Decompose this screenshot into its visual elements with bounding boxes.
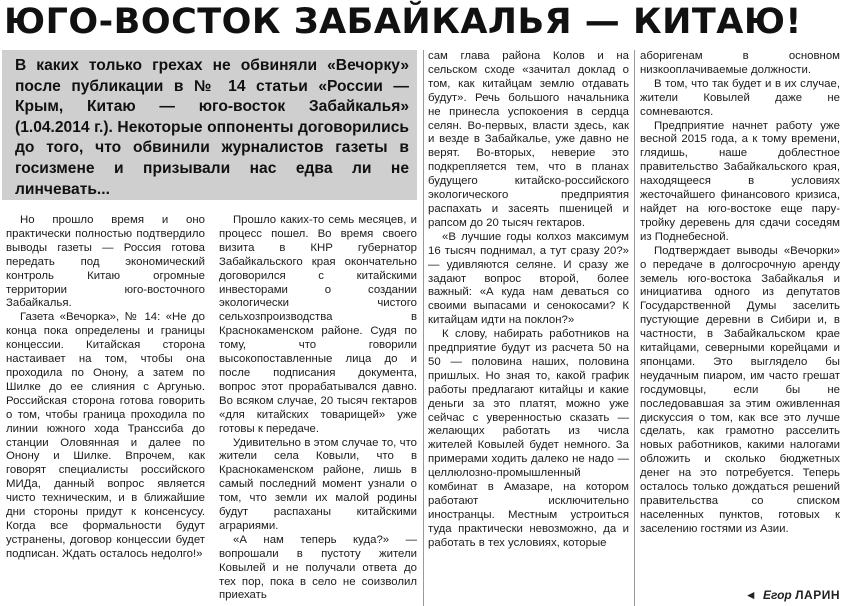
paragraph: Но прошло время и оно практически полностью подтвердило выводы газеты — Россия готова передать под экономический контроль Китаю огромные территории юго-восточного Забайкалья. (6, 214, 205, 310)
author-last-name: ЛАРИН (795, 588, 840, 602)
paragraph: «В лучшие годы колхоз максимум 16 тысяч поднимал, а тут сразу 20?» — удивляются селяне. И сразу же задают вопрос второй, более важный: «А куда нам деваться со своими выпасами и сенокосами? К китайцам идти на поклон?» (428, 230, 629, 327)
paragraph: «А нам теперь куда?» — вопрошали в пустоту жители Ковылей и не получали ответа до тех пор, пока в село не соизволил приехать (219, 533, 417, 602)
paragraph: аборигенам в основном низкооплачиваемые должности. (640, 50, 840, 76)
author-byline (700, 586, 840, 604)
paragraph: Подтверждает выводы «Вечорки» о передаче в долгосрочную аренду земель юго-востока Забайкалья и инициатива одного из депутатов Государственной Думы заселить пустующие деревни в Сибири и, в частности, в Забайкальском крае китайцами, северными корейцами и японцами. Это выглядело бы неудачным пиаром, им часто грешат госдумовцы, если бы не последовавшая за этим оживленная дискуссия о том, как все это лучше сделать, как грамотно расселить новых работников, какими налогами обложить и сколько бюджетных денег на это потребуется. Теперь осталось только дождаться решений правительства со списком населенных пунктов, готовых к заселению гостями из Азии. (640, 244, 840, 535)
article-headline: ЮГО-ВОСТОК ЗАБАЙКАЛЬЯ — КИТАЮ! (4, 2, 802, 42)
column-2 (219, 214, 417, 602)
article-lead: В каких только грехах не обвиняли «Вечорку» после публикации в № 14 статьи «России — Крым, Китаю — юго-восток Забайкалья» (1.04.2014 г.). Некоторые оппоненты договорились до того, что обвинили журналистов газеты в госизмене и призывали нас едва ли не линчевать... (2, 50, 417, 200)
triangle-marker-icon: ◄ (744, 588, 757, 602)
paragraph: К слову, набирать работников на предприятие будут из расчета 50 на 50 — половина наших, половина пришлых. Но зная то, какой график работы предлагают китайцы и какие деньги за это платят, можно уже сейчас с уверенностью сказать — желающих работать из числа жителей Ковылей будет немного. За примерами ходить далеко не надо — целлюлозно-промышленный комбинат в Амазаре, на котором работают исключительно иностранцы. Местным устроиться туда практически невозможно, да и работать в тех условиях, которые (428, 328, 629, 549)
paragraph: Удивительно в этом случае то, что жители села Ковыли, что в Краснокаменском районе, лишь в самый последний момент узнали о том, что земли их малой родины будут распаханы китайскими аграриями. (219, 436, 417, 532)
paragraph: Прошло каких-то семь месяцев, и процесс пошел. Во время своего визита в КНР губернатор Забайкальского края окончательно договорился с китайскими инвесторами о создании экологически чистого сельхозпроизводства в Краснокаменском районе. Судя по тому, что говорили высокопоставленные лица до и после подписания документа, вопрос этот прорабатывался давно. Во всяком случае, 20 тысяч гектаров «для китайских товарищей» уже готовы к передаче. (219, 214, 417, 435)
column-divider (423, 50, 424, 606)
column-4 (640, 50, 840, 585)
author-first-name: Егор (762, 588, 792, 602)
column-1 (6, 214, 205, 602)
paragraph: В том, что так будет и в их случае, жители Ковылей даже не сомневаются. (640, 77, 840, 118)
column-3 (428, 50, 629, 606)
paragraph: Газета «Вечорка», № 14: «Не до конца пока определены и границы концессии. Китайская сторона настаивает на том, чтобы она проходила по Онону, а затем по Шилке до ее слияния с Аргунью. Российская сторона готова говорить о том, чтобы граница проходила по линии южного хода Транссиба до станции Оловянная и далее по Онону и Шилке. Впрочем, как говорят специалисты российского МИДа, данный вопрос является чисто техническим, и в ближайшие дни стороны придут к консенсусу. Когда все формальности будут устранены, договор концессии будет подписан. Ждать осталось недолго!» (6, 311, 205, 560)
paragraph: Предприятие начнет работу уже весной 2015 года, а к тому времени, глядишь, наше доблестное правительство Забайкальского края, находящееся в условиях жесточайшего финансового кризиса, найдет на юго-востоке еще пару-тройку деревень для сдачи соседям из Поднебесной. (640, 119, 840, 243)
paragraph: сам глава района Колов и на сельском сходе «зачитал доклад о том, как китайцам землю отдавать будут». Речь большого начальника не принесла успокоения в сердца селян. Во-первых, власти здесь, как и везде в Забайкалье, уже давно не верят. Во-вторых, неверие это подкрепляется тем, что в планах будущего китайско-российского экологического предприятия распахать и засеять пшеницей и рапсом до 20 тысяч гектаров. (428, 50, 629, 229)
column-divider (634, 50, 635, 606)
